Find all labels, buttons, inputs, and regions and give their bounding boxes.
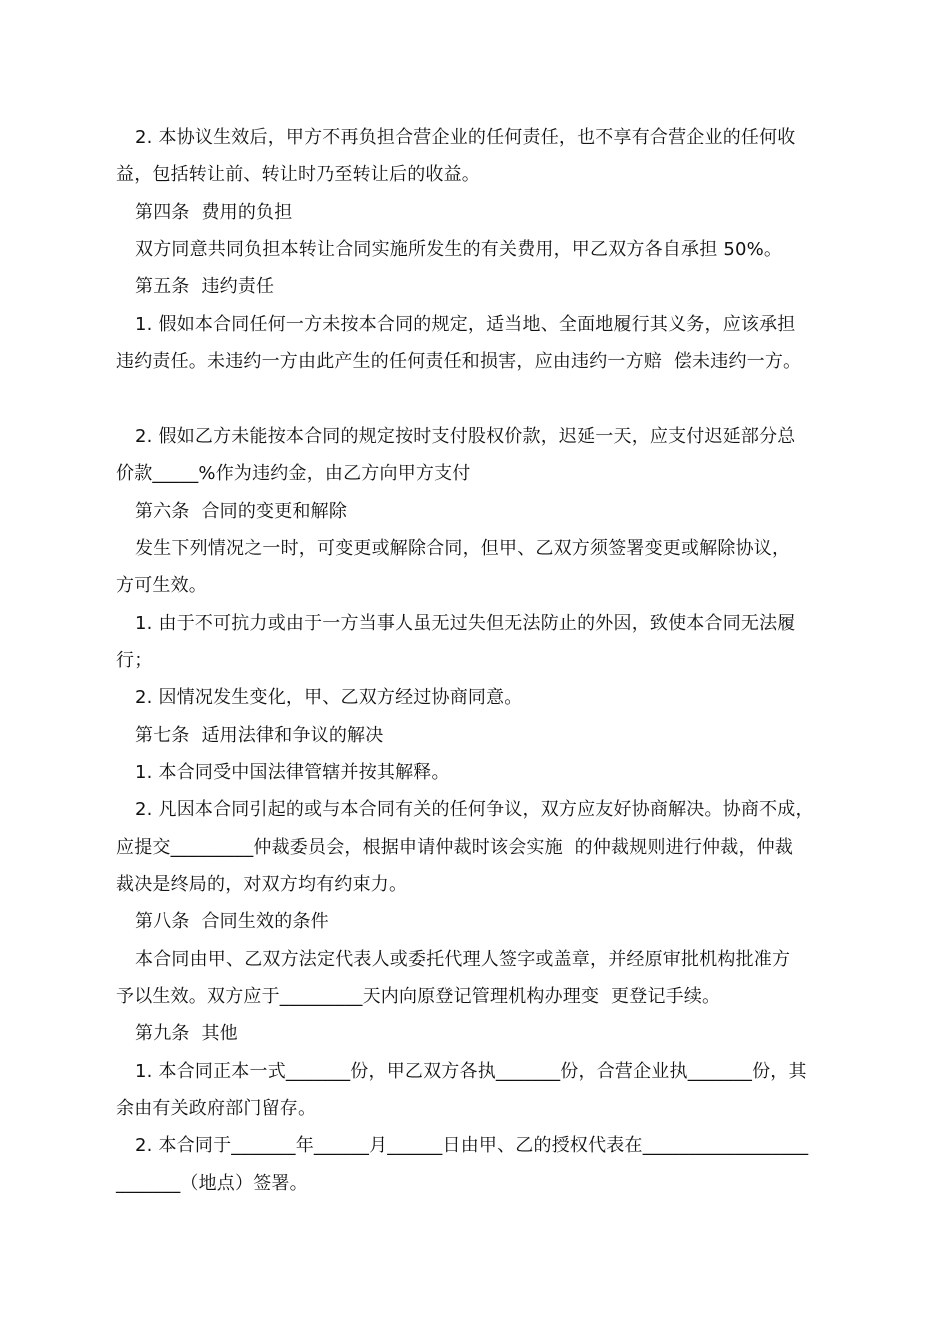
- article-6-intro-line-1: 发生下列情况之一时，可变更或解除合同，但甲、乙双方须签署变更或解除协议，: [135, 538, 791, 559]
- article-5-item-2-line-1: 2. 假如乙方未能按本合同的规定按时支付股权价款，迟延一天，应支付迟延部分总: [135, 426, 796, 447]
- article-6-item-1-line-2: 行；: [116, 650, 153, 671]
- article-8-body-line-1: 本合同由甲、乙双方法定代表人或委托代理人签字或盖章，并经原审批机构批准方: [135, 949, 791, 970]
- article-5-heading: 第五条 违约责任: [135, 276, 275, 297]
- article-7-item-1: 1. 本合同受中国法律管辖并按其解释。: [135, 762, 450, 783]
- clause-3-item-2-line-1: 2. 本协议生效后，甲方不再负担合营企业的任何责任，也不享有合营企业的任何收: [135, 127, 796, 148]
- article-7-item-2-line-2: 应提交_________仲裁委员会，根据申请仲裁时该会实施 的仲裁规则进行仲裁，仲裁: [116, 837, 794, 858]
- article-6-item-2: 2. 因情况发生变化，甲、乙双方经过协商同意。: [135, 687, 523, 708]
- article-4-body: 双方同意共同负担本转让合同实施所发生的有关费用，甲乙双方各自承担 50%。: [135, 239, 783, 260]
- article-4-heading: 第四条 费用的负担: [135, 202, 293, 223]
- article-5-item-1-line-1: 1. 假如本合同任何一方未按本合同的规定，适当地、全面地履行其义务，应该承担: [135, 314, 796, 335]
- article-6-intro-line-2: 方可生效。: [116, 575, 207, 596]
- clause-3-item-2-line-2: 益，包括转让前、转让时乃至转让后的收益。: [116, 164, 480, 185]
- article-9-heading: 第九条 其他: [135, 1023, 238, 1044]
- article-9-item-1-line-1: 1. 本合同正本一式_______份，甲乙双方各执_______份，合营企业执_______份，其: [135, 1061, 807, 1082]
- article-9-item-1-line-2: 余由有关政府部门留存。: [116, 1098, 317, 1119]
- article-6-item-1-line-1: 1. 由于不可抗力或由于一方当事人虽无过失但无法防止的外因，致使本合同无法履: [135, 613, 796, 634]
- article-7-item-2-line-3: 裁决是终局的，对双方均有约束力。: [116, 874, 408, 895]
- article-8-body-line-2: 予以生效。双方应于_________天内向原登记管理机构办理变 更登记手续。: [116, 986, 721, 1007]
- article-9-item-2-line-2: _______（地点）签署。: [116, 1173, 308, 1194]
- article-5-item-2-line-2: 价款_____%作为违约金，由乙方向甲方支付: [116, 463, 471, 484]
- article-6-heading: 第六条 合同的变更和解除: [135, 501, 348, 522]
- article-7-item-2-line-1: 2. 凡因本合同引起的或与本合同有关的任何争议，双方应友好协商解决。协商不成，: [135, 799, 814, 820]
- article-8-heading: 第八条 合同生效的条件: [135, 911, 329, 932]
- article-9-item-2-line-1: 2. 本合同于_______年______月______日由甲、乙的授权代表在__________________: [135, 1135, 809, 1156]
- article-5-item-1-line-2: 违约责任。未违约一方由此产生的任何责任和损害，应由违约一方赔 偿未违约一方。: [116, 351, 802, 372]
- article-7-heading: 第七条 适用法律和争议的解决: [135, 725, 384, 746]
